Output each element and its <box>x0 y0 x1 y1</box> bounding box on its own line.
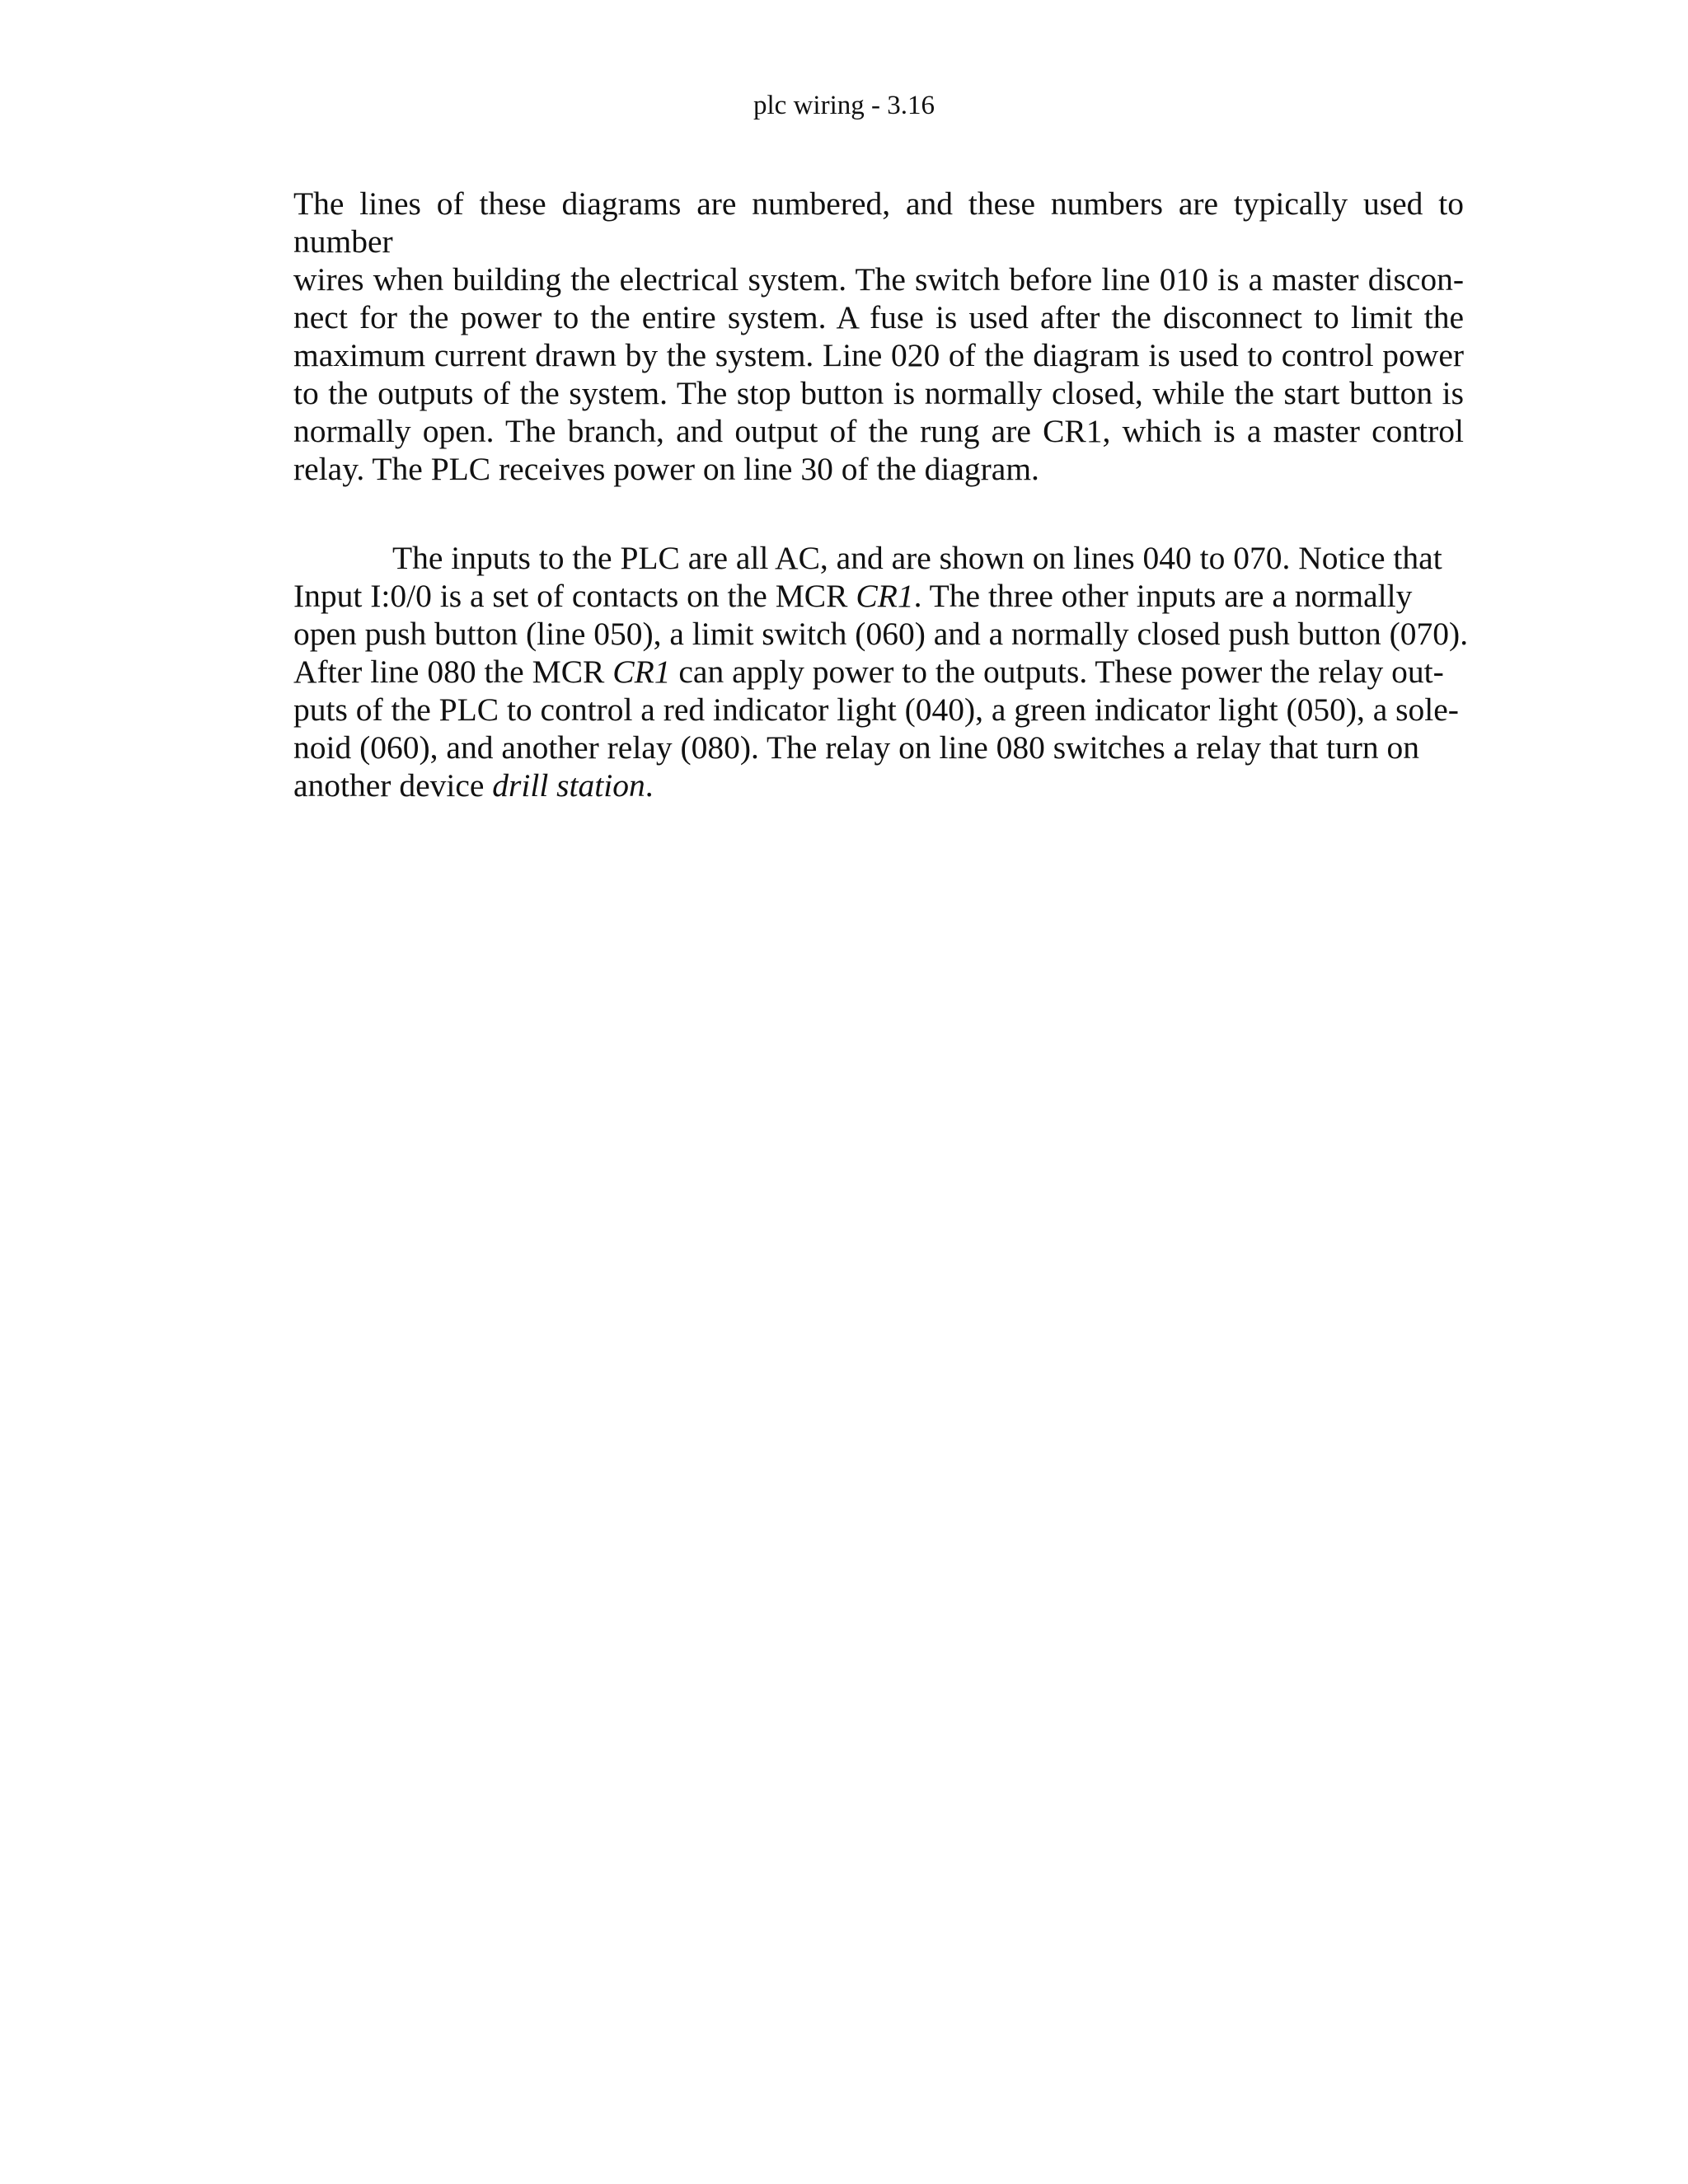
paragraph-text: can apply power to the outputs. These power the relay out- <box>670 654 1444 690</box>
paragraph-1 <box>293 185 1464 488</box>
running-header: plc wiring - 3.16 <box>753 91 935 120</box>
paragraph-line <box>293 766 1464 804</box>
paragraph-text: . The three other inputs are a normally <box>913 578 1413 614</box>
relay-reference: CR1 <box>612 654 671 690</box>
body-text <box>293 185 1469 804</box>
paragraph-text: . <box>645 767 654 804</box>
paragraph-line: wires when building the electrical system. The switch before line 010 is a master discon- <box>293 261 1464 298</box>
device-name: drill station <box>492 767 645 804</box>
paragraph-line: to the outputs of the system. The stop button is normally closed, while the start button is <box>293 375 1464 411</box>
paragraph-2 <box>293 539 1469 804</box>
paragraph-text: The inputs to the PLC are all AC, and are shown on lines 040 to 070. Notice that <box>392 540 1442 576</box>
paragraph-text: Input I:0/0 is a set of contacts on the MCR <box>293 578 856 614</box>
paragraph-line: maximum current drawn by the system. Line 020 of the diagram is used to control power <box>293 337 1464 373</box>
paragraph-line: noid (060), and another relay (080). The relay on line 080 switches a relay that turn on <box>293 729 1419 766</box>
paragraph-line: normally open. The branch, and output of the rung are CR1, which is a master control <box>293 413 1464 449</box>
paragraph-line <box>293 653 1464 691</box>
paragraph-line <box>293 539 1464 577</box>
paragraph-text: After line 080 the MCR <box>293 654 613 690</box>
paragraph-line: puts of the PLC to control a red indicator light (040), a green indicator light (050), a sole- <box>293 691 1459 728</box>
paragraph-line: nect for the power to the entire system. A fuse is used after the disconnect to limit the <box>293 299 1464 335</box>
paragraph-line: open push button (line 050), a limit switch (060) and a normally closed push button (070). <box>293 616 1469 652</box>
paragraph-spacer <box>293 488 1464 539</box>
relay-reference: CR1 <box>856 578 914 614</box>
paragraph-line: relay. The PLC receives power on line 30 of the diagram. <box>293 451 1039 487</box>
paragraph-line: The lines of these diagrams are numbered, and these numbers are typically used to number <box>293 185 1464 260</box>
paragraph-text: another device <box>293 767 493 804</box>
paragraph-line <box>293 577 1464 615</box>
